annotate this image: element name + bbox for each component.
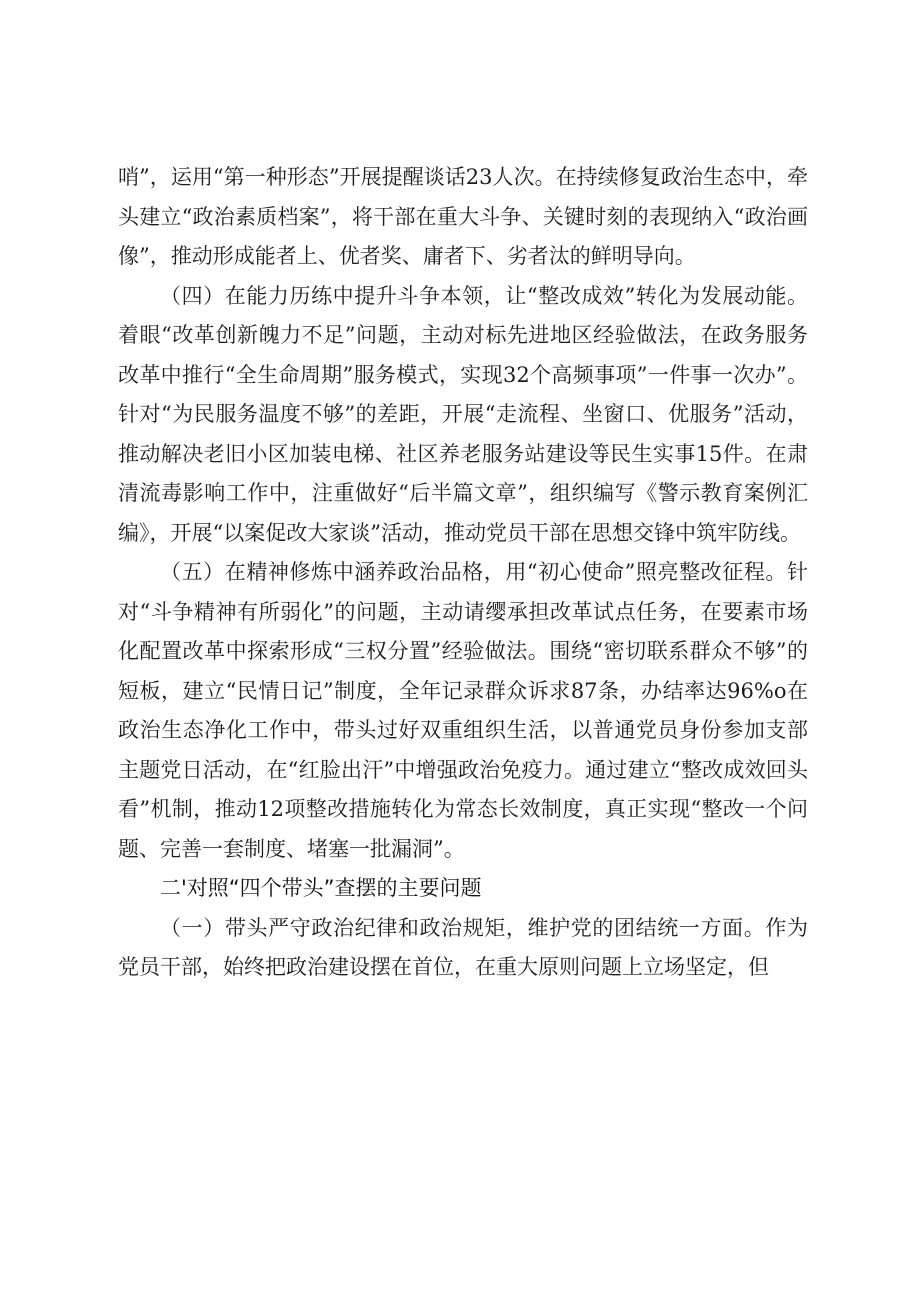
paragraph-item-one: （一）带头严守政治纪律和政治规矩，维护党的团结统一方面。作为党员干部，始终把政治建设摆在首位，在重大原则问题上立场坚定，但 xyxy=(118,915,808,979)
document-body xyxy=(118,158,808,988)
paragraph-section-five: （五）在精神修炼中涵养政治品格，用“初心使命”照亮整改征程。针对“斗争精神有所弱化”的问题，主动请缨承担改革试点任务，在要素市场化配置改革中探索形成“三权分置”经验做法。围绕“密切联系群众不够”的短板，建立“民情日记”制度，全年记录群众诉求87条，办结率达96%o在政治生态净化工作中，带头过好双重组织生活，以普通党员身份参加支部主题党日活动，在“红脸出汗”中增强政治免疫力。通过建立“整改成效回头看”机制，推动12项整改措施转化为常态长效制度，真正实现“整改一个问题、完善一套制度、堵塞一批漏洞”。 xyxy=(118,560,808,861)
paragraph-continuation: 哨”，运用“第一种形态”开展提醒谈话23人次。在持续修复政治生态中，牵头建立“政治素质档案”，将干部在重大斗争、关键时刻的表现纳入“政治画像”，推动形成能者上、优者奖、庸者下、劣者汰的鲜明导向。 xyxy=(118,165,808,268)
paragraph-section-four: （四）在能力历练中提升斗争本领，让“整改成效”转化为发展动能。着眼“改革创新魄力不足”问题，主动对标先进地区经验做法，在政务服务改革中推行“全生命周期”服务模式，实现32个高频事项”一件事一次办”。针对“为民服务温度不够”的差距，开展“走流程、坐窗口、优服务”活动，推动解决老旧小区加装电梯、社区养老服务站建设等民生实事15件。在肃清流毒影响工作中，注重做好“后半篇文章”，组织编写《警示教育案例汇编》，开展“以案促改大家谈”活动，推动党员干部在思想交锋中筑牢防线。 xyxy=(118,283,808,545)
section-heading: 二'对照“四个带头”查摆的主要问题 xyxy=(160,876,482,900)
